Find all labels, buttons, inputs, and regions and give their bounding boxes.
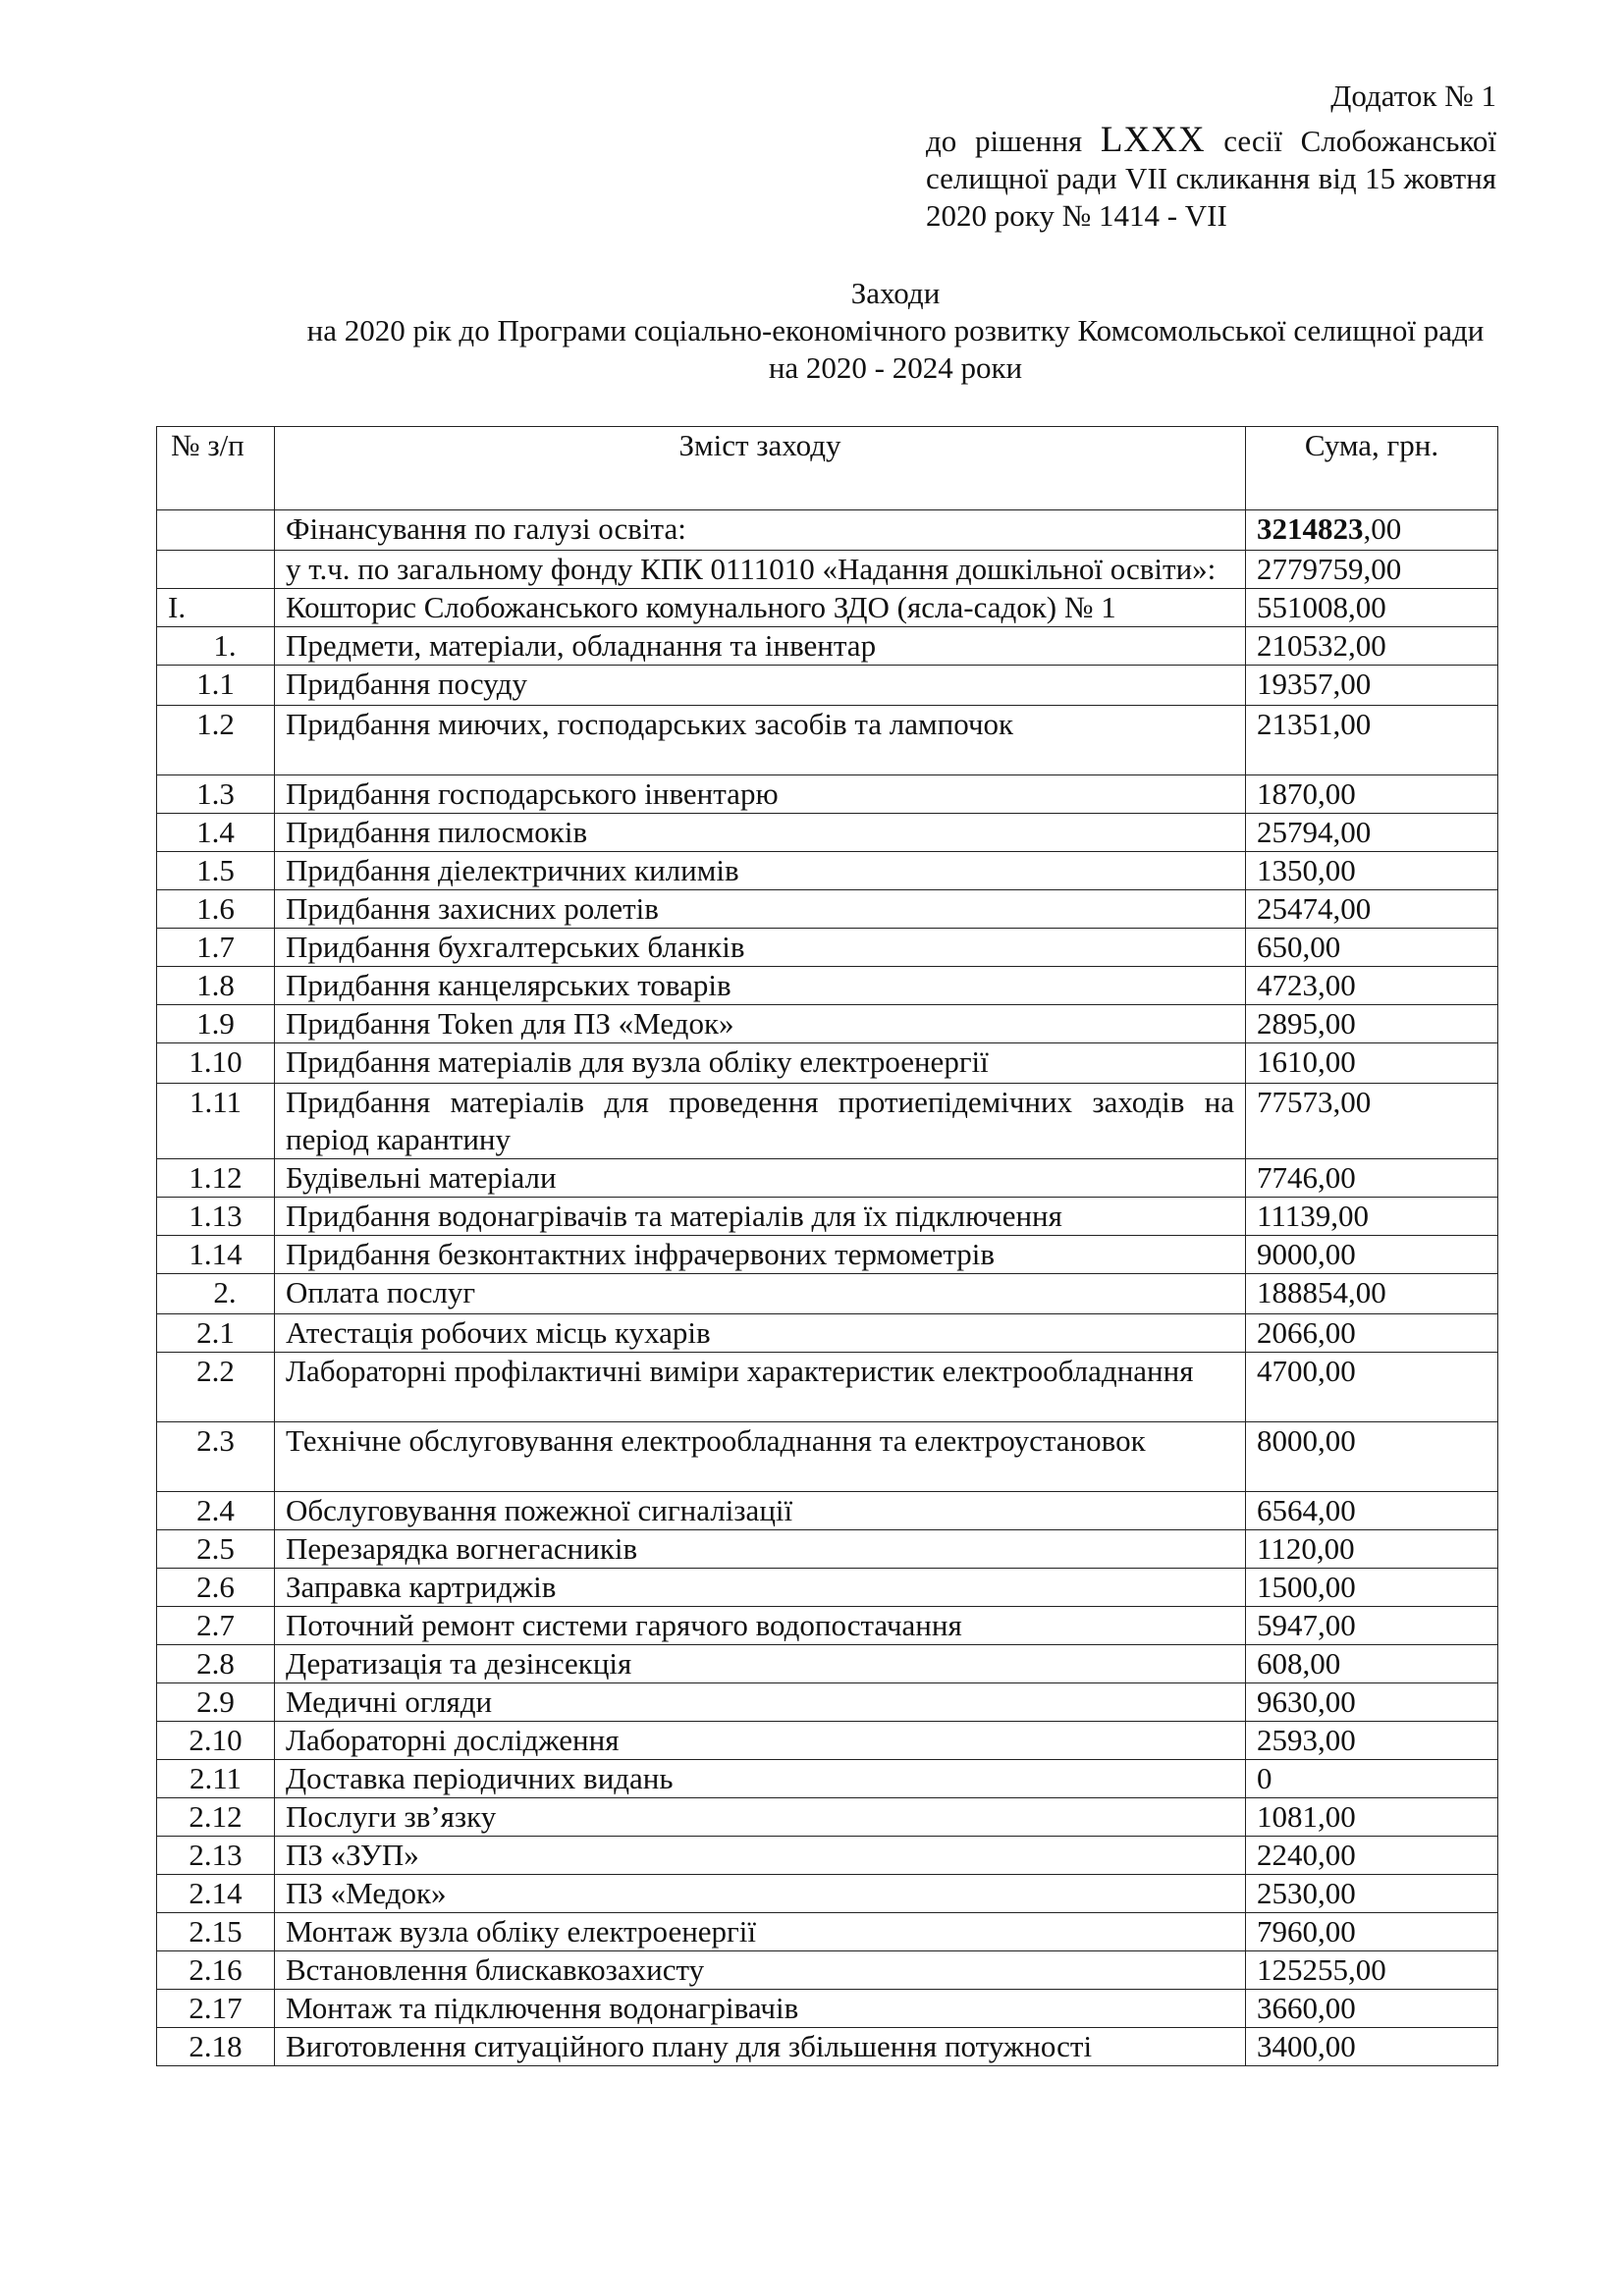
item-sum: 11139,00 bbox=[1246, 1198, 1498, 1236]
heading-title: Заходи bbox=[850, 276, 941, 310]
table-row bbox=[157, 1722, 1498, 1760]
item-sum: 3400,00 bbox=[1246, 2028, 1498, 2066]
item-description: Лабораторні профілактичні виміри характеристик електрообладнання bbox=[275, 1353, 1246, 1422]
item-description: Придбання захисних ролетів bbox=[275, 890, 1246, 929]
document-heading bbox=[196, 275, 1595, 387]
general-fund-label: у т.ч. по загальному фонду КПК 0111010 «Надання дошкільної освіти»: bbox=[275, 551, 1246, 589]
financing-sum bbox=[1246, 510, 1498, 551]
item-number: 1.10 bbox=[157, 1043, 275, 1084]
table-row bbox=[157, 2028, 1498, 2066]
item-number: 2.5 bbox=[157, 1530, 275, 1569]
table-row bbox=[157, 1837, 1498, 1875]
item-sum: 0 bbox=[1246, 1760, 1498, 1798]
table-row-general-fund bbox=[157, 551, 1498, 589]
item-sum: 2593,00 bbox=[1246, 1722, 1498, 1760]
item-sum: 210532,00 bbox=[1246, 627, 1498, 666]
table-row-financing bbox=[157, 510, 1498, 551]
item-number: 2.9 bbox=[157, 1683, 275, 1722]
item-number: 1.5 bbox=[157, 852, 275, 890]
item-number: 1.6 bbox=[157, 890, 275, 929]
table-row bbox=[157, 1198, 1498, 1236]
item-sum: 7960,00 bbox=[1246, 1913, 1498, 1951]
table-row bbox=[157, 1951, 1498, 1990]
col-header-number: № з/п bbox=[157, 427, 275, 510]
item-description: Послуги зв’язку bbox=[275, 1798, 1246, 1837]
table-row bbox=[157, 1492, 1498, 1530]
item-number: 1.3 bbox=[157, 775, 275, 814]
item-description: Медичні огляди bbox=[275, 1683, 1246, 1722]
item-number: 2. bbox=[157, 1274, 275, 1314]
table-row bbox=[157, 1569, 1498, 1607]
decision-reference bbox=[926, 122, 1496, 235]
item-description: Технічне обслуговування електрообладнання та електроустановок bbox=[275, 1422, 1246, 1492]
item-number: 1.9 bbox=[157, 1005, 275, 1043]
item-description: Монтаж та підключення водонагрівачів bbox=[275, 1990, 1246, 2028]
decision-details: сесії Слобожанської селищної ради VII скликання від 15 жовтня 2020 року № 1414 - VII bbox=[926, 124, 1496, 233]
section-number: I. bbox=[157, 589, 275, 627]
table-row bbox=[157, 1760, 1498, 1798]
table-row bbox=[157, 1990, 1498, 2028]
item-description: Придбання діелектричних килимів bbox=[275, 852, 1246, 890]
item-description: Виготовлення ситуаційного плану для збільшення потужності bbox=[275, 2028, 1246, 2066]
heading-subtitle: на 2020 рік до Програми соціально-економічного розвитку Комсомольської селищної ради bbox=[306, 313, 1485, 347]
item-sum: 9000,00 bbox=[1246, 1236, 1498, 1274]
item-sum: 8000,00 bbox=[1246, 1422, 1498, 1492]
table-row bbox=[157, 706, 1498, 775]
table-row bbox=[157, 1913, 1498, 1951]
col-header-measure: Зміст заходу bbox=[275, 427, 1246, 510]
item-number: 1.8 bbox=[157, 967, 275, 1005]
item-number: 2.16 bbox=[157, 1951, 275, 1990]
table-row bbox=[157, 1353, 1498, 1422]
item-description: Придбання миючих, господарських засобів та лампочок bbox=[275, 706, 1246, 775]
item-description: Придбання Token для ПЗ «Медок» bbox=[275, 1005, 1246, 1043]
item-description: Предмети, матеріали, обладнання та інвентар bbox=[275, 627, 1246, 666]
item-sum: 1500,00 bbox=[1246, 1569, 1498, 1607]
table-row bbox=[157, 814, 1498, 852]
item-number: 1.12 bbox=[157, 1159, 275, 1198]
table-row bbox=[157, 627, 1498, 666]
item-number: 2.1 bbox=[157, 1314, 275, 1353]
item-number: 1.1 bbox=[157, 666, 275, 706]
table-header-row bbox=[157, 427, 1498, 510]
item-sum: 650,00 bbox=[1246, 929, 1498, 967]
section-sum: 551008,00 bbox=[1246, 589, 1498, 627]
item-number: 2.12 bbox=[157, 1798, 275, 1837]
item-sum: 2530,00 bbox=[1246, 1875, 1498, 1913]
table-row-section bbox=[157, 589, 1498, 627]
item-sum: 9630,00 bbox=[1246, 1683, 1498, 1722]
row-number bbox=[157, 551, 275, 589]
table-row bbox=[157, 890, 1498, 929]
table-row bbox=[157, 1607, 1498, 1645]
item-description: ПЗ «ЗУП» bbox=[275, 1837, 1246, 1875]
item-description: Атестація робочих місць кухарів bbox=[275, 1314, 1246, 1353]
item-description: Дератизація та дезінсекція bbox=[275, 1645, 1246, 1683]
item-description: Придбання водонагрівачів та матеріалів для їх підключення bbox=[275, 1198, 1246, 1236]
table-row bbox=[157, 1236, 1498, 1274]
item-number: 1.2 bbox=[157, 706, 275, 775]
item-description: Будівельні матеріали bbox=[275, 1159, 1246, 1198]
measures-table bbox=[156, 426, 1498, 2066]
item-sum: 608,00 bbox=[1246, 1645, 1498, 1683]
item-description: Придбання матеріалів для проведення протиепідемічних заходів на період карантину bbox=[275, 1084, 1246, 1159]
item-sum: 25474,00 bbox=[1246, 890, 1498, 929]
table-row bbox=[157, 1683, 1498, 1722]
item-description: Заправка картриджів bbox=[275, 1569, 1246, 1607]
item-description: ПЗ «Медок» bbox=[275, 1875, 1246, 1913]
table-row bbox=[157, 1314, 1498, 1353]
item-sum: 4723,00 bbox=[1246, 967, 1498, 1005]
item-sum: 2895,00 bbox=[1246, 1005, 1498, 1043]
item-sum: 7746,00 bbox=[1246, 1159, 1498, 1198]
table-row bbox=[157, 1084, 1498, 1159]
appendix-label: Додаток № 1 bbox=[1330, 79, 1496, 113]
item-number: 2.13 bbox=[157, 1837, 275, 1875]
item-number: 2.18 bbox=[157, 2028, 275, 2066]
table-row bbox=[157, 1645, 1498, 1683]
item-number: 2.6 bbox=[157, 1569, 275, 1607]
item-sum: 1350,00 bbox=[1246, 852, 1498, 890]
item-number: 1.13 bbox=[157, 1198, 275, 1236]
item-description: Придбання безконтактних інфрачервоних термометрів bbox=[275, 1236, 1246, 1274]
section-label: Кошторис Слобожанського комунального ЗДО (ясла-садок) № 1 bbox=[275, 589, 1246, 627]
table-row bbox=[157, 967, 1498, 1005]
item-sum: 125255,00 bbox=[1246, 1951, 1498, 1990]
financing-label: Фінансування по галузі освіта: bbox=[275, 510, 1246, 551]
item-number: 2.14 bbox=[157, 1875, 275, 1913]
item-sum: 77573,00 bbox=[1246, 1084, 1498, 1159]
item-number: 2.7 bbox=[157, 1607, 275, 1645]
item-number: 2.10 bbox=[157, 1722, 275, 1760]
item-sum: 1610,00 bbox=[1246, 1043, 1498, 1084]
table-row bbox=[157, 1005, 1498, 1043]
item-description: Поточний ремонт системи гарячого водопостачання bbox=[275, 1607, 1246, 1645]
session-number: LXXX bbox=[1100, 120, 1206, 160]
item-sum: 19357,00 bbox=[1246, 666, 1498, 706]
item-number: 1. bbox=[157, 627, 275, 666]
table-row bbox=[157, 1159, 1498, 1198]
item-sum: 1870,00 bbox=[1246, 775, 1498, 814]
col-header-sum: Сума, грн. bbox=[1246, 427, 1498, 510]
item-sum: 1120,00 bbox=[1246, 1530, 1498, 1569]
heading-period: на 2020 - 2024 роки bbox=[768, 350, 1023, 385]
item-description: Придбання канцелярських товарів bbox=[275, 967, 1246, 1005]
item-number: 1.7 bbox=[157, 929, 275, 967]
item-description: Встановлення блискавкозахисту bbox=[275, 1951, 1246, 1990]
item-number: 1.11 bbox=[157, 1084, 275, 1159]
item-sum: 2066,00 bbox=[1246, 1314, 1498, 1353]
table-row bbox=[157, 1875, 1498, 1913]
row-number bbox=[157, 510, 275, 551]
item-sum: 25794,00 bbox=[1246, 814, 1498, 852]
item-sum: 5947,00 bbox=[1246, 1607, 1498, 1645]
item-description: Придбання матеріалів для вузла обліку електроенергії bbox=[275, 1043, 1246, 1084]
item-description: Монтаж вузла обліку електроенергії bbox=[275, 1913, 1246, 1951]
table-row bbox=[157, 1043, 1498, 1084]
financing-sum-main: 3214823 bbox=[1257, 511, 1364, 546]
item-sum: 6564,00 bbox=[1246, 1492, 1498, 1530]
item-number: 2.4 bbox=[157, 1492, 275, 1530]
item-description: Доставка періодичних видань bbox=[275, 1760, 1246, 1798]
item-sum: 188854,00 bbox=[1246, 1274, 1498, 1314]
item-description: Обслуговування пожежної сигналізації bbox=[275, 1492, 1246, 1530]
item-sum: 3660,00 bbox=[1246, 1990, 1498, 2028]
item-description: Придбання пилосмоків bbox=[275, 814, 1246, 852]
decision-prefix: до рішення bbox=[926, 124, 1083, 158]
item-number: 1.4 bbox=[157, 814, 275, 852]
table-row bbox=[157, 1798, 1498, 1837]
item-description: Перезарядка вогнегасників bbox=[275, 1530, 1246, 1569]
item-number: 1.14 bbox=[157, 1236, 275, 1274]
general-fund-sum: 2779759,00 bbox=[1246, 551, 1498, 589]
item-description: Лабораторні дослідження bbox=[275, 1722, 1246, 1760]
item-description: Придбання бухгалтерських бланків bbox=[275, 929, 1246, 967]
table-row bbox=[157, 1274, 1498, 1314]
item-number: 2.15 bbox=[157, 1913, 275, 1951]
financing-sum-tail: ,00 bbox=[1363, 511, 1402, 546]
item-sum: 1081,00 bbox=[1246, 1798, 1498, 1837]
item-description: Придбання господарського інвентарю bbox=[275, 775, 1246, 814]
table-row bbox=[157, 1422, 1498, 1492]
item-number: 2.17 bbox=[157, 1990, 275, 2028]
table-row bbox=[157, 929, 1498, 967]
item-number: 2.2 bbox=[157, 1353, 275, 1422]
item-sum: 21351,00 bbox=[1246, 706, 1498, 775]
item-number: 2.8 bbox=[157, 1645, 275, 1683]
table-row bbox=[157, 666, 1498, 706]
item-sum: 2240,00 bbox=[1246, 1837, 1498, 1875]
table-row bbox=[157, 852, 1498, 890]
table-row bbox=[157, 775, 1498, 814]
item-description: Придбання посуду bbox=[275, 666, 1246, 706]
item-sum: 4700,00 bbox=[1246, 1353, 1498, 1422]
item-number: 2.3 bbox=[157, 1422, 275, 1492]
item-number: 2.11 bbox=[157, 1760, 275, 1798]
table-row bbox=[157, 1530, 1498, 1569]
item-description: Оплата послуг bbox=[275, 1274, 1246, 1314]
